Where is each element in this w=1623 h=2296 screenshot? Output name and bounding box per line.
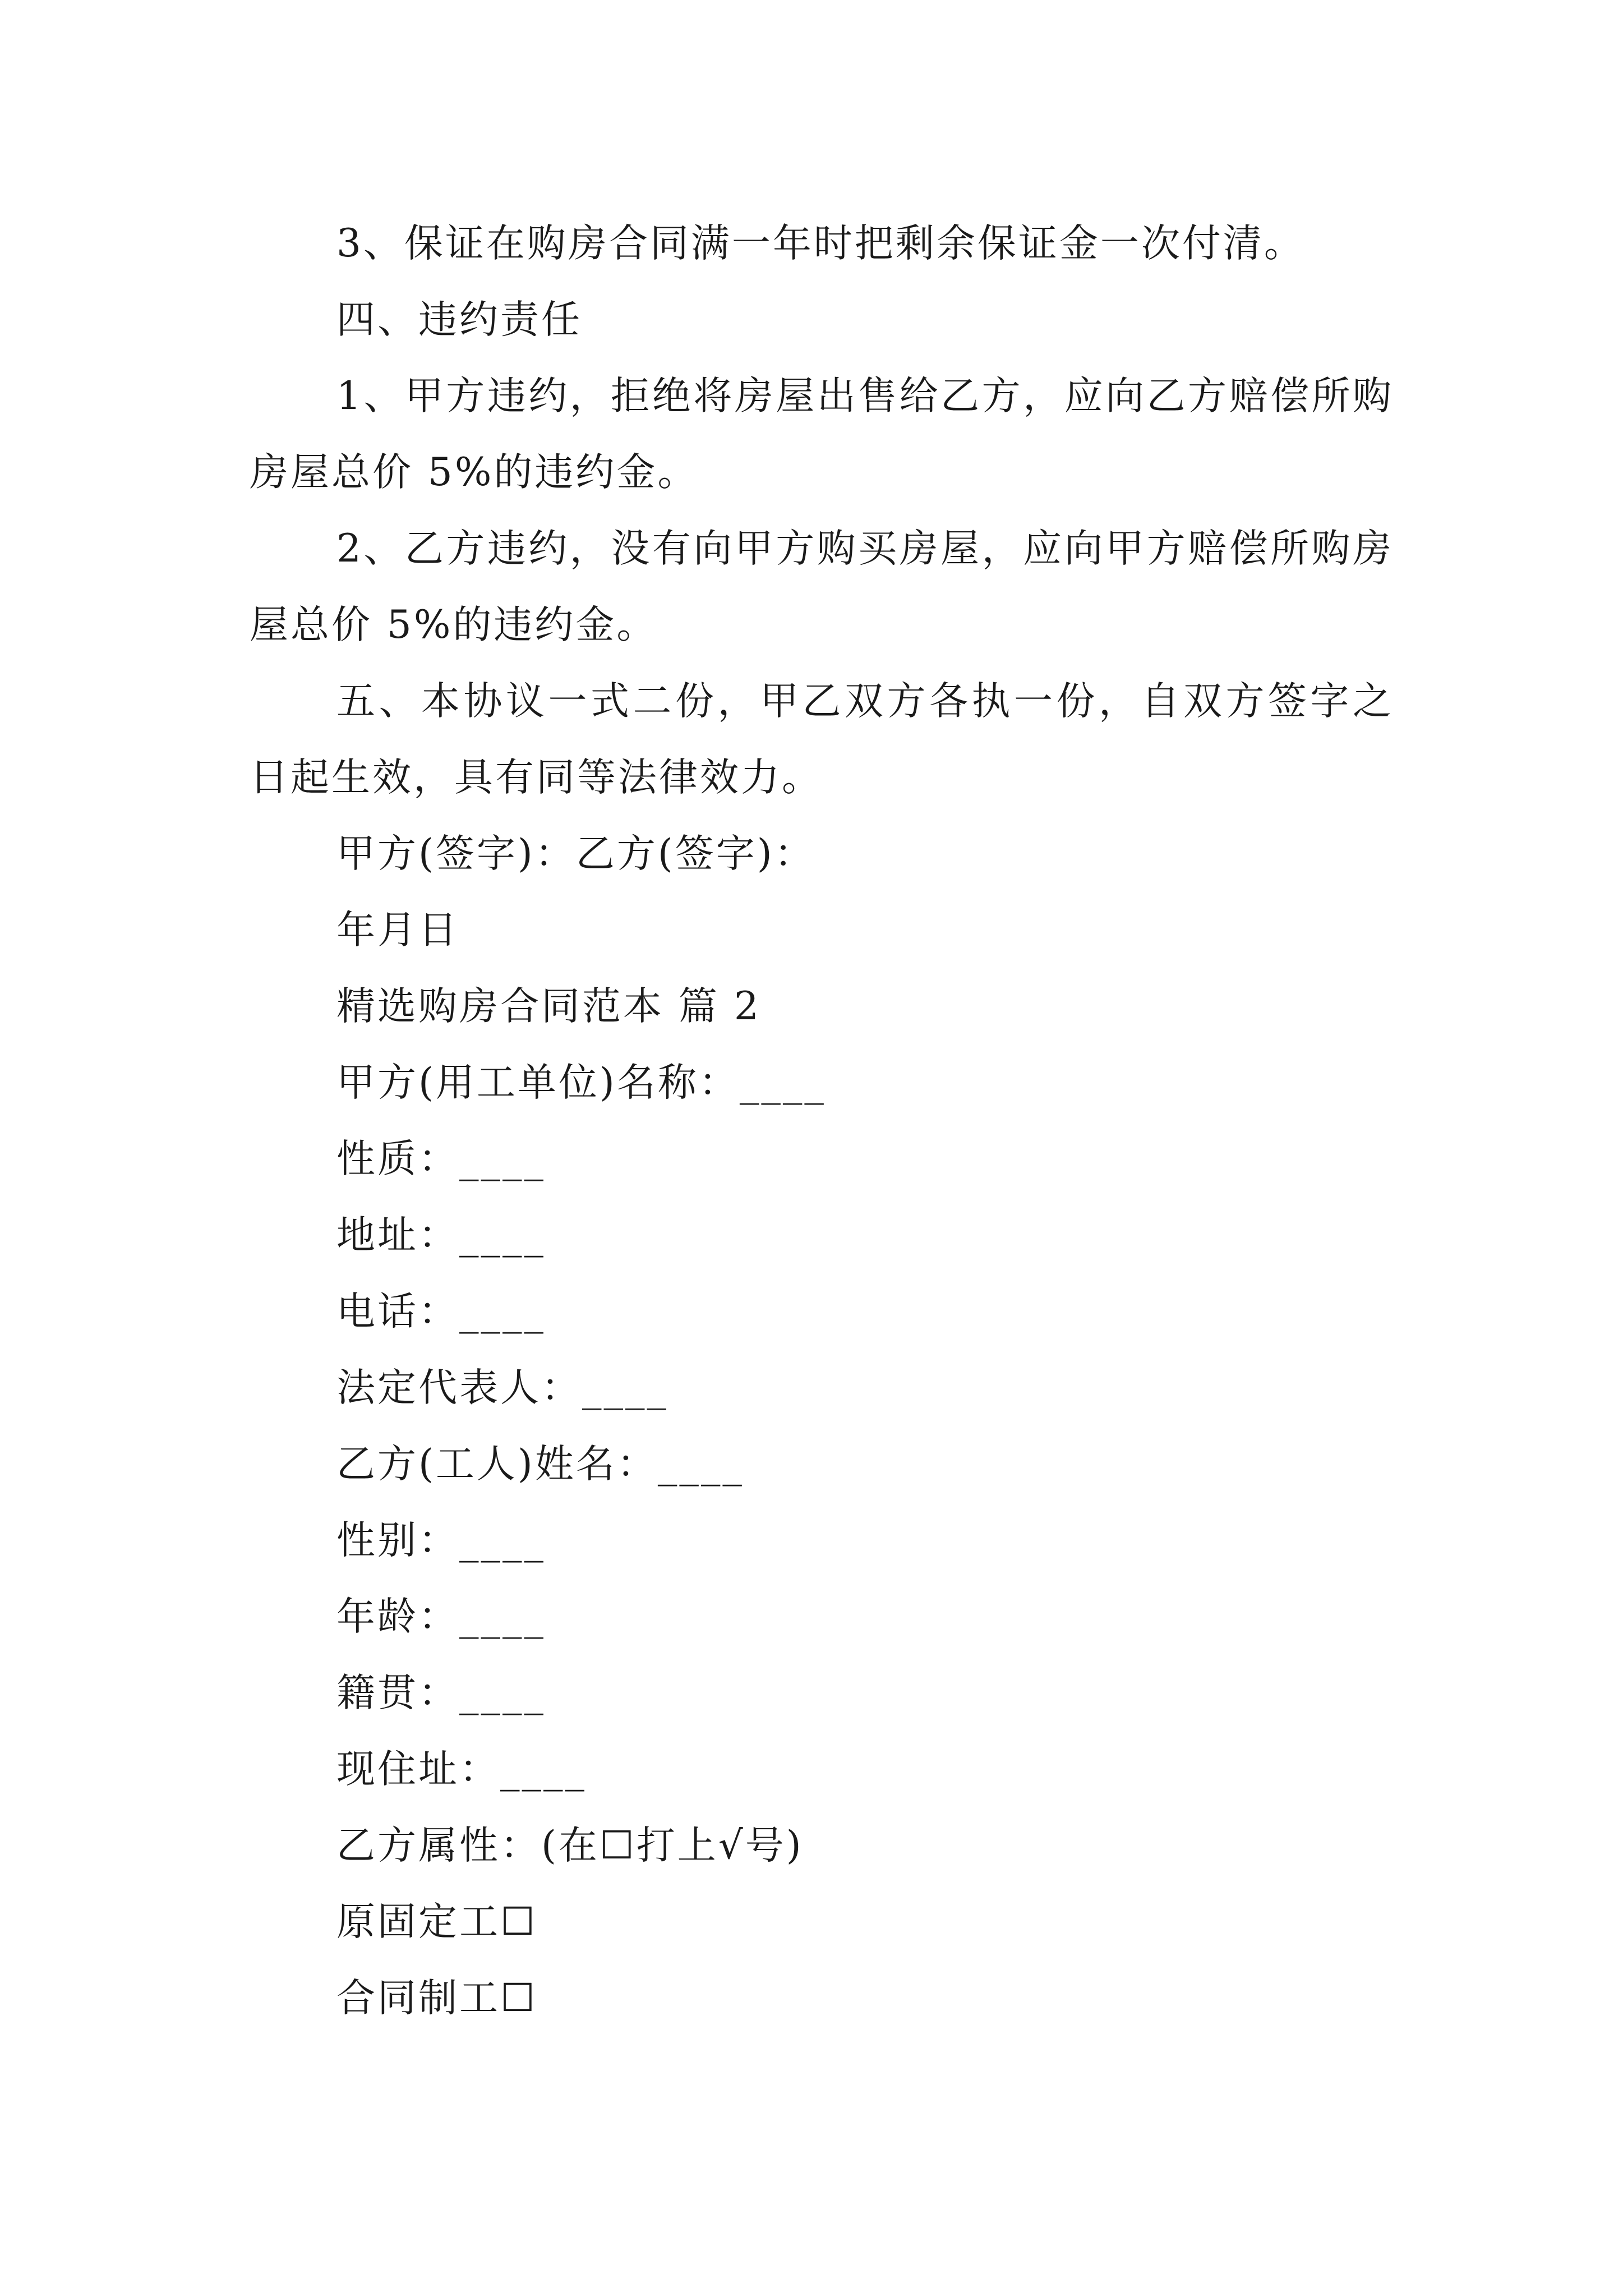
field-address: [250, 1197, 1394, 1273]
field-label: 地址：: [336, 1213, 459, 1258]
field-label: 甲方(用工单位)名称：: [336, 1060, 740, 1105]
document-body: [250, 205, 1394, 2036]
field-label: 籍贯：: [336, 1671, 459, 1715]
field-gender: [250, 1502, 1394, 1579]
option-permanent-worker: 原固定工☐: [336, 1899, 537, 1944]
field-worker-name: [250, 1426, 1394, 1502]
field-label: 性别：: [336, 1518, 459, 1563]
field-legal-rep: [250, 1350, 1394, 1426]
field-blank: ____: [459, 1289, 546, 1334]
field-label: 法定代表人：: [336, 1365, 582, 1410]
field-blank: ____: [739, 1060, 826, 1105]
field-blank: ____: [459, 1671, 546, 1715]
clause-3-deposit: 3、保证在购房合同满一年时把剩余保证金一次付清。: [336, 221, 1305, 266]
field-blank: ____: [459, 1518, 546, 1563]
field-phone: [250, 1273, 1394, 1350]
section-title: 精选购房合同范本 篇 2: [336, 984, 761, 1029]
signature-line: 甲方(签字)：乙方(签字)：: [336, 831, 815, 876]
field-blank: ____: [500, 1747, 587, 1792]
clause-copies-effect: 五、本协议一式二份，甲乙双方各执一份，自双方签字之日起生效，具有同等法律效力。: [250, 679, 1394, 800]
field-nature: [250, 1121, 1394, 1197]
field-label: 现住址：: [336, 1747, 500, 1792]
field-label: 年龄：: [336, 1594, 459, 1639]
option-contract-worker: 合同制工☐: [336, 1976, 537, 2021]
field-age: [250, 1579, 1394, 1655]
clause-party-b-breach: 2、乙方违约，没有向甲方购买房屋，应向甲方赔偿所购房屋总价 5%的违约金。: [250, 526, 1394, 647]
field-blank: ____: [459, 1213, 546, 1258]
field-label: 乙方(工人)姓名：: [336, 1442, 658, 1487]
worker-attribute-heading: 乙方属性：(在☐打上√号): [336, 1823, 804, 1868]
field-blank: ____: [657, 1442, 744, 1487]
field-native-place: [250, 1655, 1394, 1731]
field-label: 性质：: [336, 1137, 459, 1181]
date-line: 年月日: [336, 908, 459, 953]
field-blank: ____: [582, 1365, 668, 1410]
section-breach-heading: 四、违约责任: [336, 297, 582, 342]
field-blank: ____: [459, 1137, 546, 1181]
field-label: 电话：: [336, 1289, 459, 1334]
field-blank: ____: [459, 1594, 546, 1639]
field-employer-name: [250, 1045, 1394, 1121]
field-current-address: [250, 1731, 1394, 1807]
clause-party-a-breach: 1、甲方违约，拒绝将房屋出售给乙方，应向乙方赔偿所购房屋总价 5%的违约金。: [250, 374, 1394, 495]
